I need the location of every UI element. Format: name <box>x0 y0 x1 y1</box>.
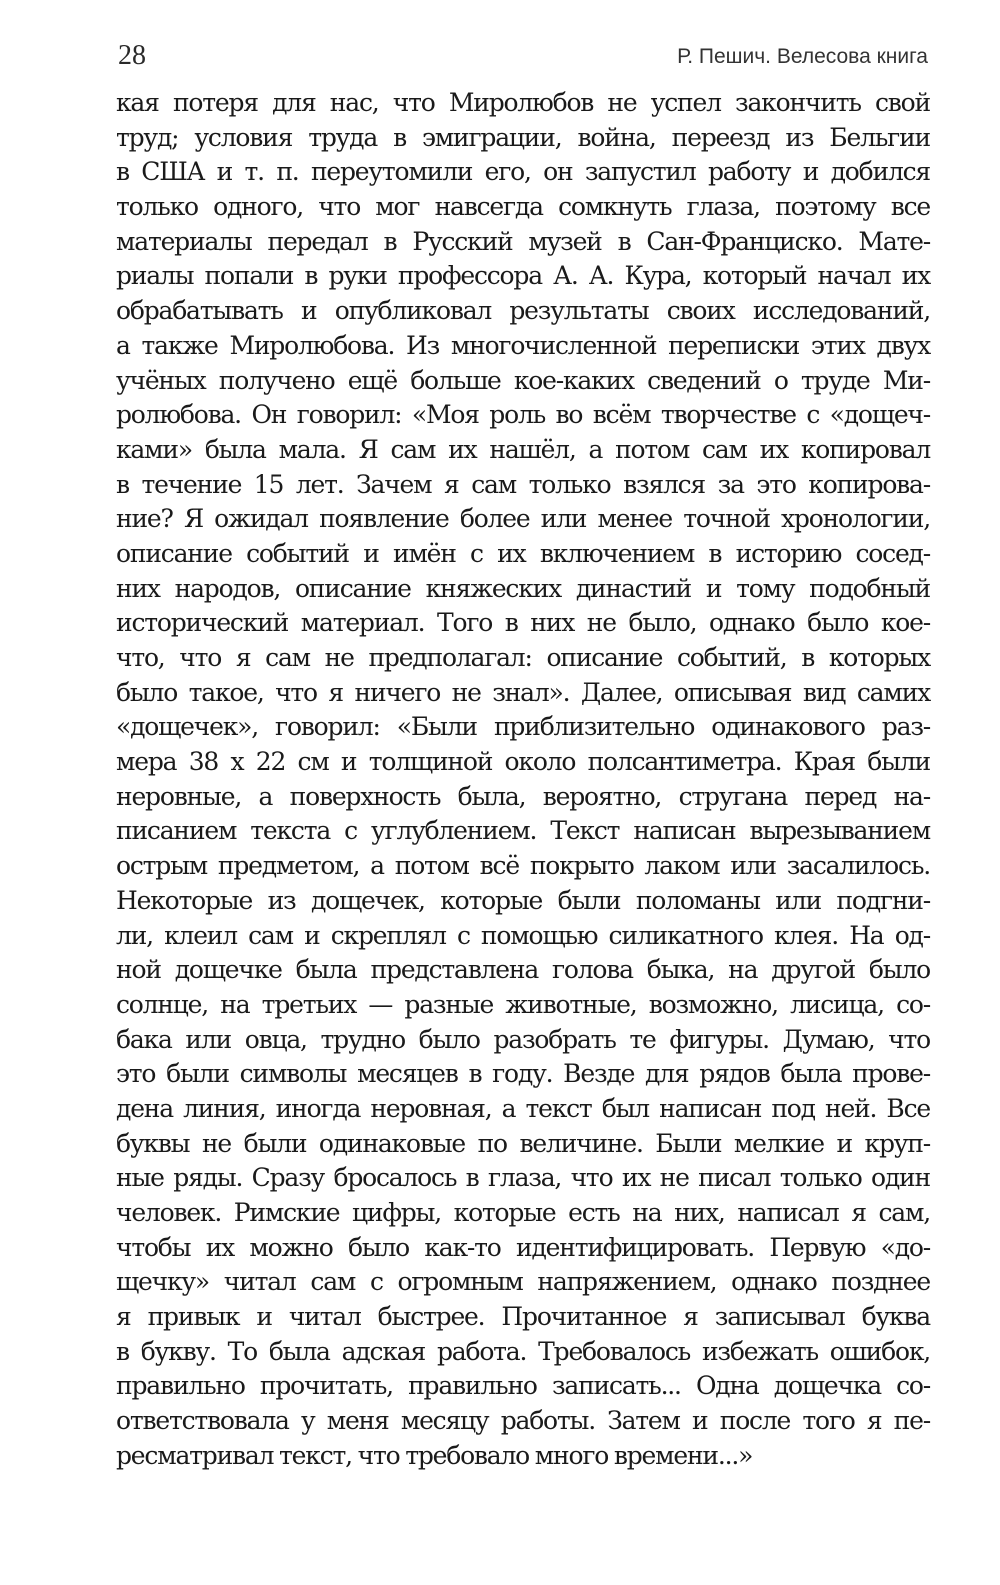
text-line: дена линия, иногда неровная, а текст был написан под ней. Все <box>116 1093 930 1123</box>
text-line: чтобы их можно было как-то идентифицировать. Первую «до- <box>116 1232 930 1262</box>
text-line: острым предметом, а потом всё покрыто лаком или засалилось. <box>116 851 930 881</box>
text-line: ками» была мала. Я сам их нашёл, а потом сам их копировал <box>116 434 930 464</box>
text-line: а также Миролюбова. Из многочисленной переписки этих двух <box>116 330 930 360</box>
text-line: было такое, что я ничего не знал». Далее, описывая вид самих <box>116 677 930 707</box>
text-line: ной дощечке была представлена голова быка, на другой было <box>116 955 930 985</box>
text-line: щечку» читал сам с огромным напряжением, однако позднее <box>116 1267 930 1297</box>
text-line-last: ресматривал текст, что требовало много времени...» <box>116 1440 753 1470</box>
text-line: бака или овца, трудно было разобрать те фигуры. Думаю, что <box>116 1024 930 1054</box>
text-line: обрабатывать и опубликовал результаты своих исследований, <box>116 296 930 326</box>
text-line: неровные, а поверхность была, вероятно, стругана перед на- <box>116 781 930 811</box>
text-line: ние? Я ожидал появление более или менее точной хронологии, <box>116 504 930 534</box>
text-line: «дощечек», говорил: «Были приблизительно одинакового раз- <box>116 712 930 742</box>
text-line: правильно прочитать, правильно записать... Одна дощечка со- <box>116 1371 930 1401</box>
text-line: мера 38 х 22 см и толщиной около полсантиметра. Края были <box>116 747 930 777</box>
text-line: в США и т. п. переутомили его, он запустил работу и добился <box>116 157 930 187</box>
text-line: человек. Римские цифры, которые есть на них, написал я сам, <box>116 1198 930 1227</box>
text-line: только одного, что мог навсегда сомкнуть глаза, поэтому все <box>116 192 930 222</box>
running-title: Р. Пешич. Велесова книга <box>677 45 928 68</box>
text-line: исторический материал. Того в них не было, однако было кое- <box>116 608 930 638</box>
text-line: солнце, на третьих — разные животные, возможно, лисица, со- <box>116 989 930 1019</box>
text-line: писанием текста с углублением. Текст написан вырезыванием <box>116 816 930 846</box>
text-line: ли, клеил сам и скреплял с помощью силикатного клея. На од- <box>116 920 930 950</box>
text-line: ные ряды. Сразу бросалось в глаза, что их не писал только один <box>116 1163 930 1193</box>
text-line: ответствовала у меня месяцу работы. Затем и после того я пе- <box>116 1406 930 1436</box>
text-line: них народов, описание княжеских династий и тому подобный <box>116 573 930 603</box>
text-line: я привык и читал быстрее. Прочитанное я записывал буква <box>116 1302 930 1332</box>
text-line: учёных получено ещё больше кое-каких сведений о труде Ми- <box>116 365 930 395</box>
text-line: риалы попали в руки профессора А. А. Кура, который начал их <box>116 261 930 291</box>
body-text <box>116 86 930 1474</box>
text-line: в букву. То была адская работа. Требовалось избежать ошибок, <box>116 1336 930 1366</box>
page-header <box>118 38 928 78</box>
text-line: труд; условия труда в эмиграции, война, переезд из Бельгии <box>116 122 930 152</box>
text-line: Некоторые из дощечек, которые были поломаны или подгни- <box>116 885 930 915</box>
page-number: 28 <box>118 40 146 71</box>
text-line: материалы передал в Русский музей в Сан-Франциско. Мате- <box>116 226 930 256</box>
text-line: это были символы месяцев в году. Везде для рядов была прове- <box>116 1059 930 1089</box>
text-line: что, что я сам не предполагал: описание событий, в которых <box>116 643 930 672</box>
text-line: буквы не были одинаковые по величине. Были мелкие и круп- <box>116 1128 930 1158</box>
text-line: ролюбова. Он говорил: «Моя роль во всём творчестве с «дощеч- <box>116 400 930 430</box>
text-line: кая потеря для нас, что Миролюбов не успел закончить свой <box>116 88 930 117</box>
text-line: описание событий и имён с их включением в историю сосед- <box>116 538 930 568</box>
text-line: в течение 15 лет. Зачем я сам только взялся за это копирова- <box>116 469 930 499</box>
